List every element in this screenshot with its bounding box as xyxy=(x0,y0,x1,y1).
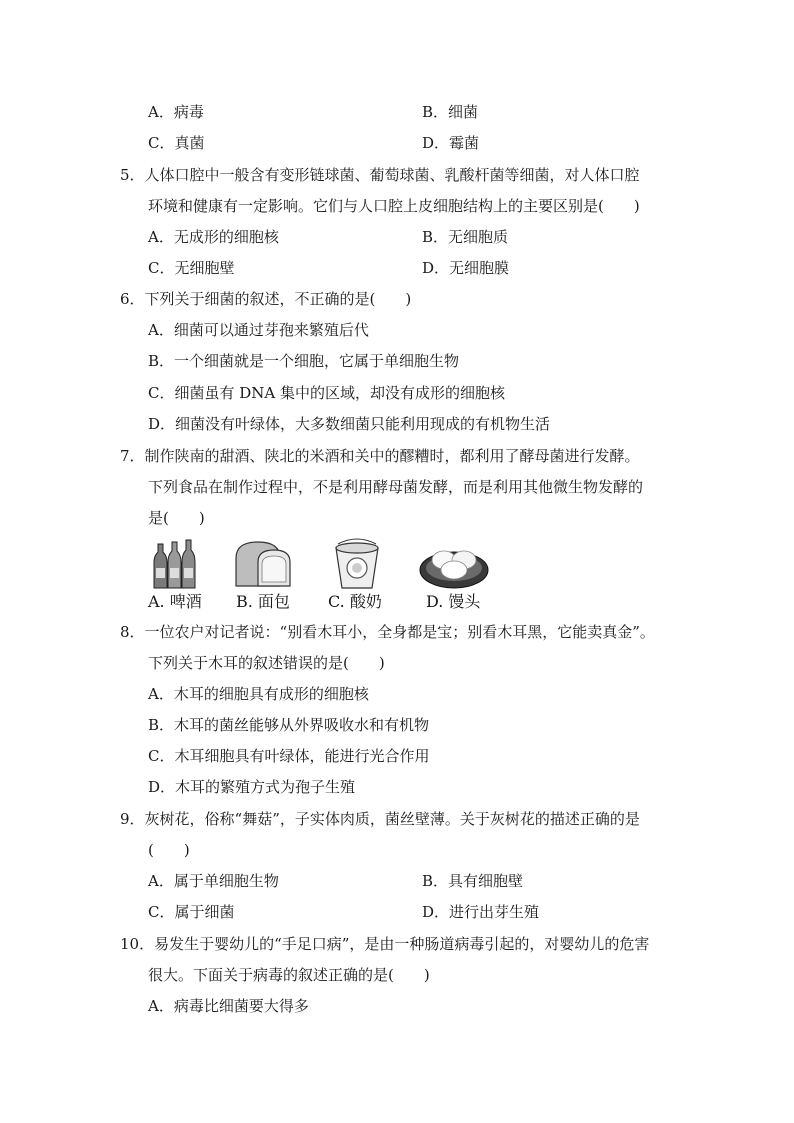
q6-option-c: C．细菌虽有 DNA 集中的区域，却没有成形的细胞核 xyxy=(148,384,505,402)
beer-bottles-icon xyxy=(152,538,206,590)
q7-option-b: B. 面包 xyxy=(236,592,290,611)
q10-option-a: A．病毒比细菌要大得多 xyxy=(148,997,309,1015)
q5-stem-line1: 5．人体口腔中一般含有变形链球菌、葡萄球菌、乳酸杆菌等细菌，对人体口腔 xyxy=(120,166,640,184)
q9-option-a: A．属于单细胞生物 xyxy=(148,872,279,890)
q6-option-d: D．细菌没有叶绿体，大多数细菌只能利用现成的有机物生活 xyxy=(148,415,551,433)
q5-option-d: D．无细胞膜 xyxy=(422,259,510,277)
q6-option-a: A．细菌可以通过芽孢来繁殖后代 xyxy=(148,321,369,339)
q5-stem-line2: 环境和健康有一定影响。它们与人口腔上皮细胞结构上的主要区别是( ) xyxy=(148,197,640,215)
q9-stem-line1: 9．灰树花，俗称“舞菇”，子实体肉质，菌丝壁薄。关于灰树花的描述正确的是 xyxy=(120,810,640,828)
q10-stem-line2: 很大。下面关于病毒的叙述正确的是( ) xyxy=(148,966,430,984)
q4-option-c: C．真菌 xyxy=(148,134,205,152)
q7-option-d: D. 馒头 xyxy=(426,592,481,611)
q8-option-d: D．木耳的繁殖方式为孢子生殖 xyxy=(148,778,356,796)
q4-option-d: D．霉菌 xyxy=(422,134,480,152)
q8-option-a: A．木耳的细胞具有成形的细胞核 xyxy=(148,685,369,703)
q8-option-c: C．木耳细胞具有叶绿体，能进行光合作用 xyxy=(148,747,430,765)
q4-option-a: A．病毒 xyxy=(148,103,204,121)
q4-option-b: B．细菌 xyxy=(422,103,479,121)
q5-option-a: A．无成形的细胞核 xyxy=(148,228,279,246)
q9-option-c: C．属于细菌 xyxy=(148,903,235,921)
q5-option-c: C．无细胞壁 xyxy=(148,259,235,277)
q7-stem-line2: 下列食品在制作过程中，不是利用酵母菌发酵，而是利用其他微生物发酵的 xyxy=(148,478,644,496)
q5-option-b: B．无细胞质 xyxy=(422,228,509,246)
bread-icon xyxy=(232,538,296,590)
q8-option-b: B．木耳的菌丝能够从外界吸收水和有机物 xyxy=(148,716,430,734)
q10-stem-line1: 10．易发生于婴幼儿的“手足口病”，是由一种肠道病毒引起的，对婴幼儿的危害 xyxy=(120,935,650,953)
q8-stem-line1: 8．一位农户对记者说：“别看木耳小，全身都是宝；别看木耳黑，它能卖真金”。 xyxy=(120,623,655,641)
steamed-buns-icon xyxy=(418,538,490,590)
q8-stem-line2: 下列关于木耳的叙述错误的是( ) xyxy=(148,654,385,672)
q7-stem-line1: 7．制作陕南的甜酒、陕北的米酒和关中的醪糟时，都利用了酵母菌进行发酵。 xyxy=(120,447,640,465)
q7-option-a: A. 啤酒 xyxy=(148,592,202,611)
q7-image-row xyxy=(146,538,506,590)
q9-stem-line2: ( ) xyxy=(148,841,190,859)
q9-option-d: D．进行出芽生殖 xyxy=(422,903,540,921)
yogurt-cup-icon xyxy=(330,538,384,590)
q9-option-b: B．具有细胞壁 xyxy=(422,872,524,890)
q6-stem: 6．下列关于细菌的叙述，不正确的是( ) xyxy=(120,290,412,308)
q7-option-c: C. 酸奶 xyxy=(328,592,382,611)
q7-stem-line3: 是( ) xyxy=(148,509,205,527)
q6-option-b: B．一个细菌就是一个细胞，它属于单细胞生物 xyxy=(148,352,460,370)
